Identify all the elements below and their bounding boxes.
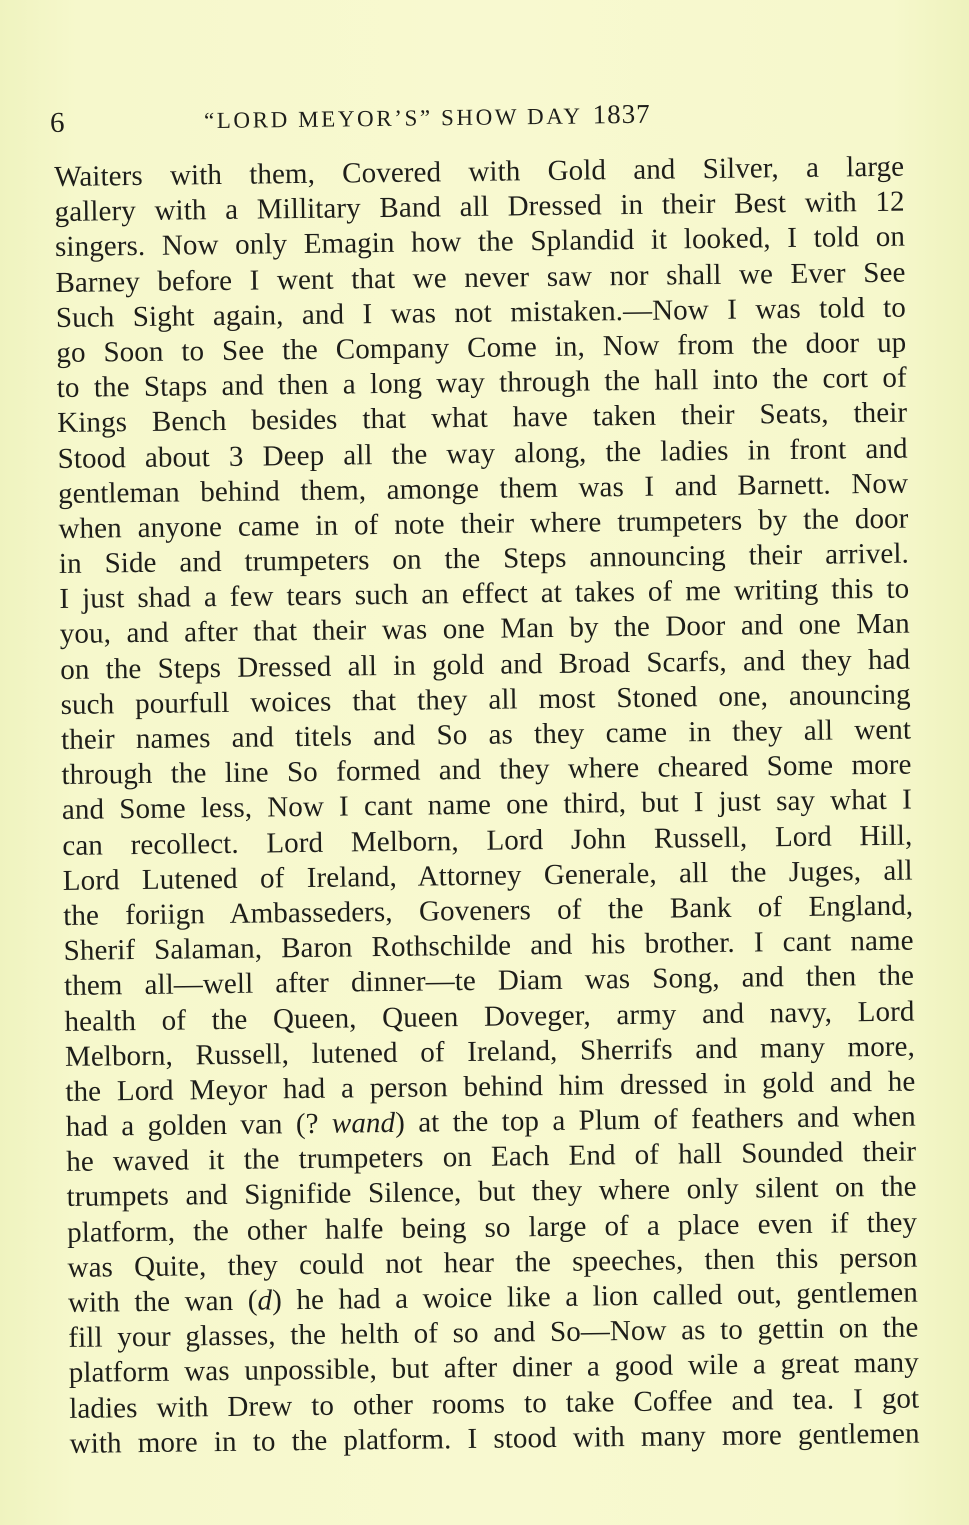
- text-line: gentleman behind them, amonge them was I and Barnett. Now: [57, 467, 909, 510]
- text-line: you, and after that their was one Man by the Door and one Man: [59, 608, 910, 651]
- text-line: to the Staps and then a long way through the hall into the cort of: [56, 361, 907, 405]
- text-line: go Soon to See the Company Come in, Now from the door up: [56, 326, 907, 369]
- page-number: 6: [49, 106, 65, 139]
- text-line: Such Sight again, and I was not mistaken.—Now I was told to: [55, 291, 907, 334]
- text-line: when anyone came in of note their where trumpeters by the door: [58, 502, 909, 545]
- text-line: he waved it the trumpeters on Each End of hall Sounded their: [66, 1135, 917, 1179]
- text-line: I just shad a few tears such an effect at takes of me writing this to: [59, 572, 910, 616]
- text-line: the foriign Ambasseders, Goveners of the Bank of England,: [63, 889, 914, 932]
- text-line: on the Steps Dressed all in gold and Broad Scarfs, and they had: [60, 643, 911, 686]
- text-line: Stood about 3 Deep all the way along, the ladies in front and: [57, 432, 908, 475]
- text-line: with the wan (d) he had a woice like a lion called out, gentlemen: [67, 1276, 919, 1319]
- running-title-text: “LORD MEYOR’S” SHOW DAY: [203, 103, 583, 134]
- text-line: platform was unpossible, but after diner a good wile a great many: [68, 1346, 919, 1390]
- text-line: through the line So formed and they where cheared Some more: [61, 748, 912, 792]
- text-line: singers. Now only Emagin how the Splandid it looked, I told on: [54, 220, 906, 264]
- text-line: Lord Lutened of Ireland, Attorney Generale, all the Juges, all: [62, 854, 913, 897]
- running-title: [204, 99, 651, 136]
- text-line: gallery with a Millitary Band all Dressed in their Best with 12: [54, 185, 905, 229]
- text-line: Kings Bench besides that what have taken their Seats, their: [57, 396, 908, 440]
- text-line: fill your glasses, the helth of so and So—Now as to gettin on the: [68, 1311, 919, 1355]
- text-line: such pourfull woices that they all most Stoned one, anouncing: [60, 678, 911, 721]
- body-text: [54, 150, 920, 1462]
- running-title-year: 1837: [592, 98, 651, 130]
- text-line: in Side and trumpeters on the Steps announcing their arrivel.: [58, 537, 910, 581]
- page-header: [50, 95, 750, 138]
- text-line: health of the Queen, Queen Doveger, army and navy, Lord: [64, 995, 915, 1038]
- text-line: and Some less, Now I cant name one third, but I just say what I: [61, 783, 913, 827]
- text-line: ladies with Drew to other rooms to take Coffee and tea. I got: [69, 1382, 920, 1425]
- text-line: with more in to the platform. I stood with many more gentlemen: [69, 1417, 920, 1460]
- text-line: Sherif Salaman, Baron Rothschilde and his brother. I cant name: [63, 924, 914, 968]
- text-line: them all—well after dinner—te Diam was Song, and then the: [63, 959, 915, 1003]
- text-line: was Quite, they could not hear the speeches, then this person: [67, 1241, 918, 1284]
- text-line: platform, the other halfe being so large of a place even if they: [66, 1206, 918, 1249]
- text-line: their names and titels and So as they came in they all went: [60, 713, 912, 756]
- text-line: had a golden van (? wand) at the top a Plum of feathers and when: [65, 1100, 916, 1143]
- text-line: the Lord Meyor had a person behind him dressed in gold and he: [65, 1065, 916, 1108]
- text-line: Melborn, Russell, lutened of Ireland, Sherrifs and many more,: [64, 1030, 916, 1073]
- text-line: trumpets and Signifide Silence, but they where only silent on the: [66, 1170, 917, 1214]
- text-line: can recollect. Lord Melborn, Lord John Russell, Lord Hill,: [62, 819, 913, 862]
- text-line: Waiters with them, Covered with Gold and Silver, a large: [54, 150, 905, 193]
- text-line: Barney before I went that we never saw nor shall we Ever See: [55, 256, 906, 299]
